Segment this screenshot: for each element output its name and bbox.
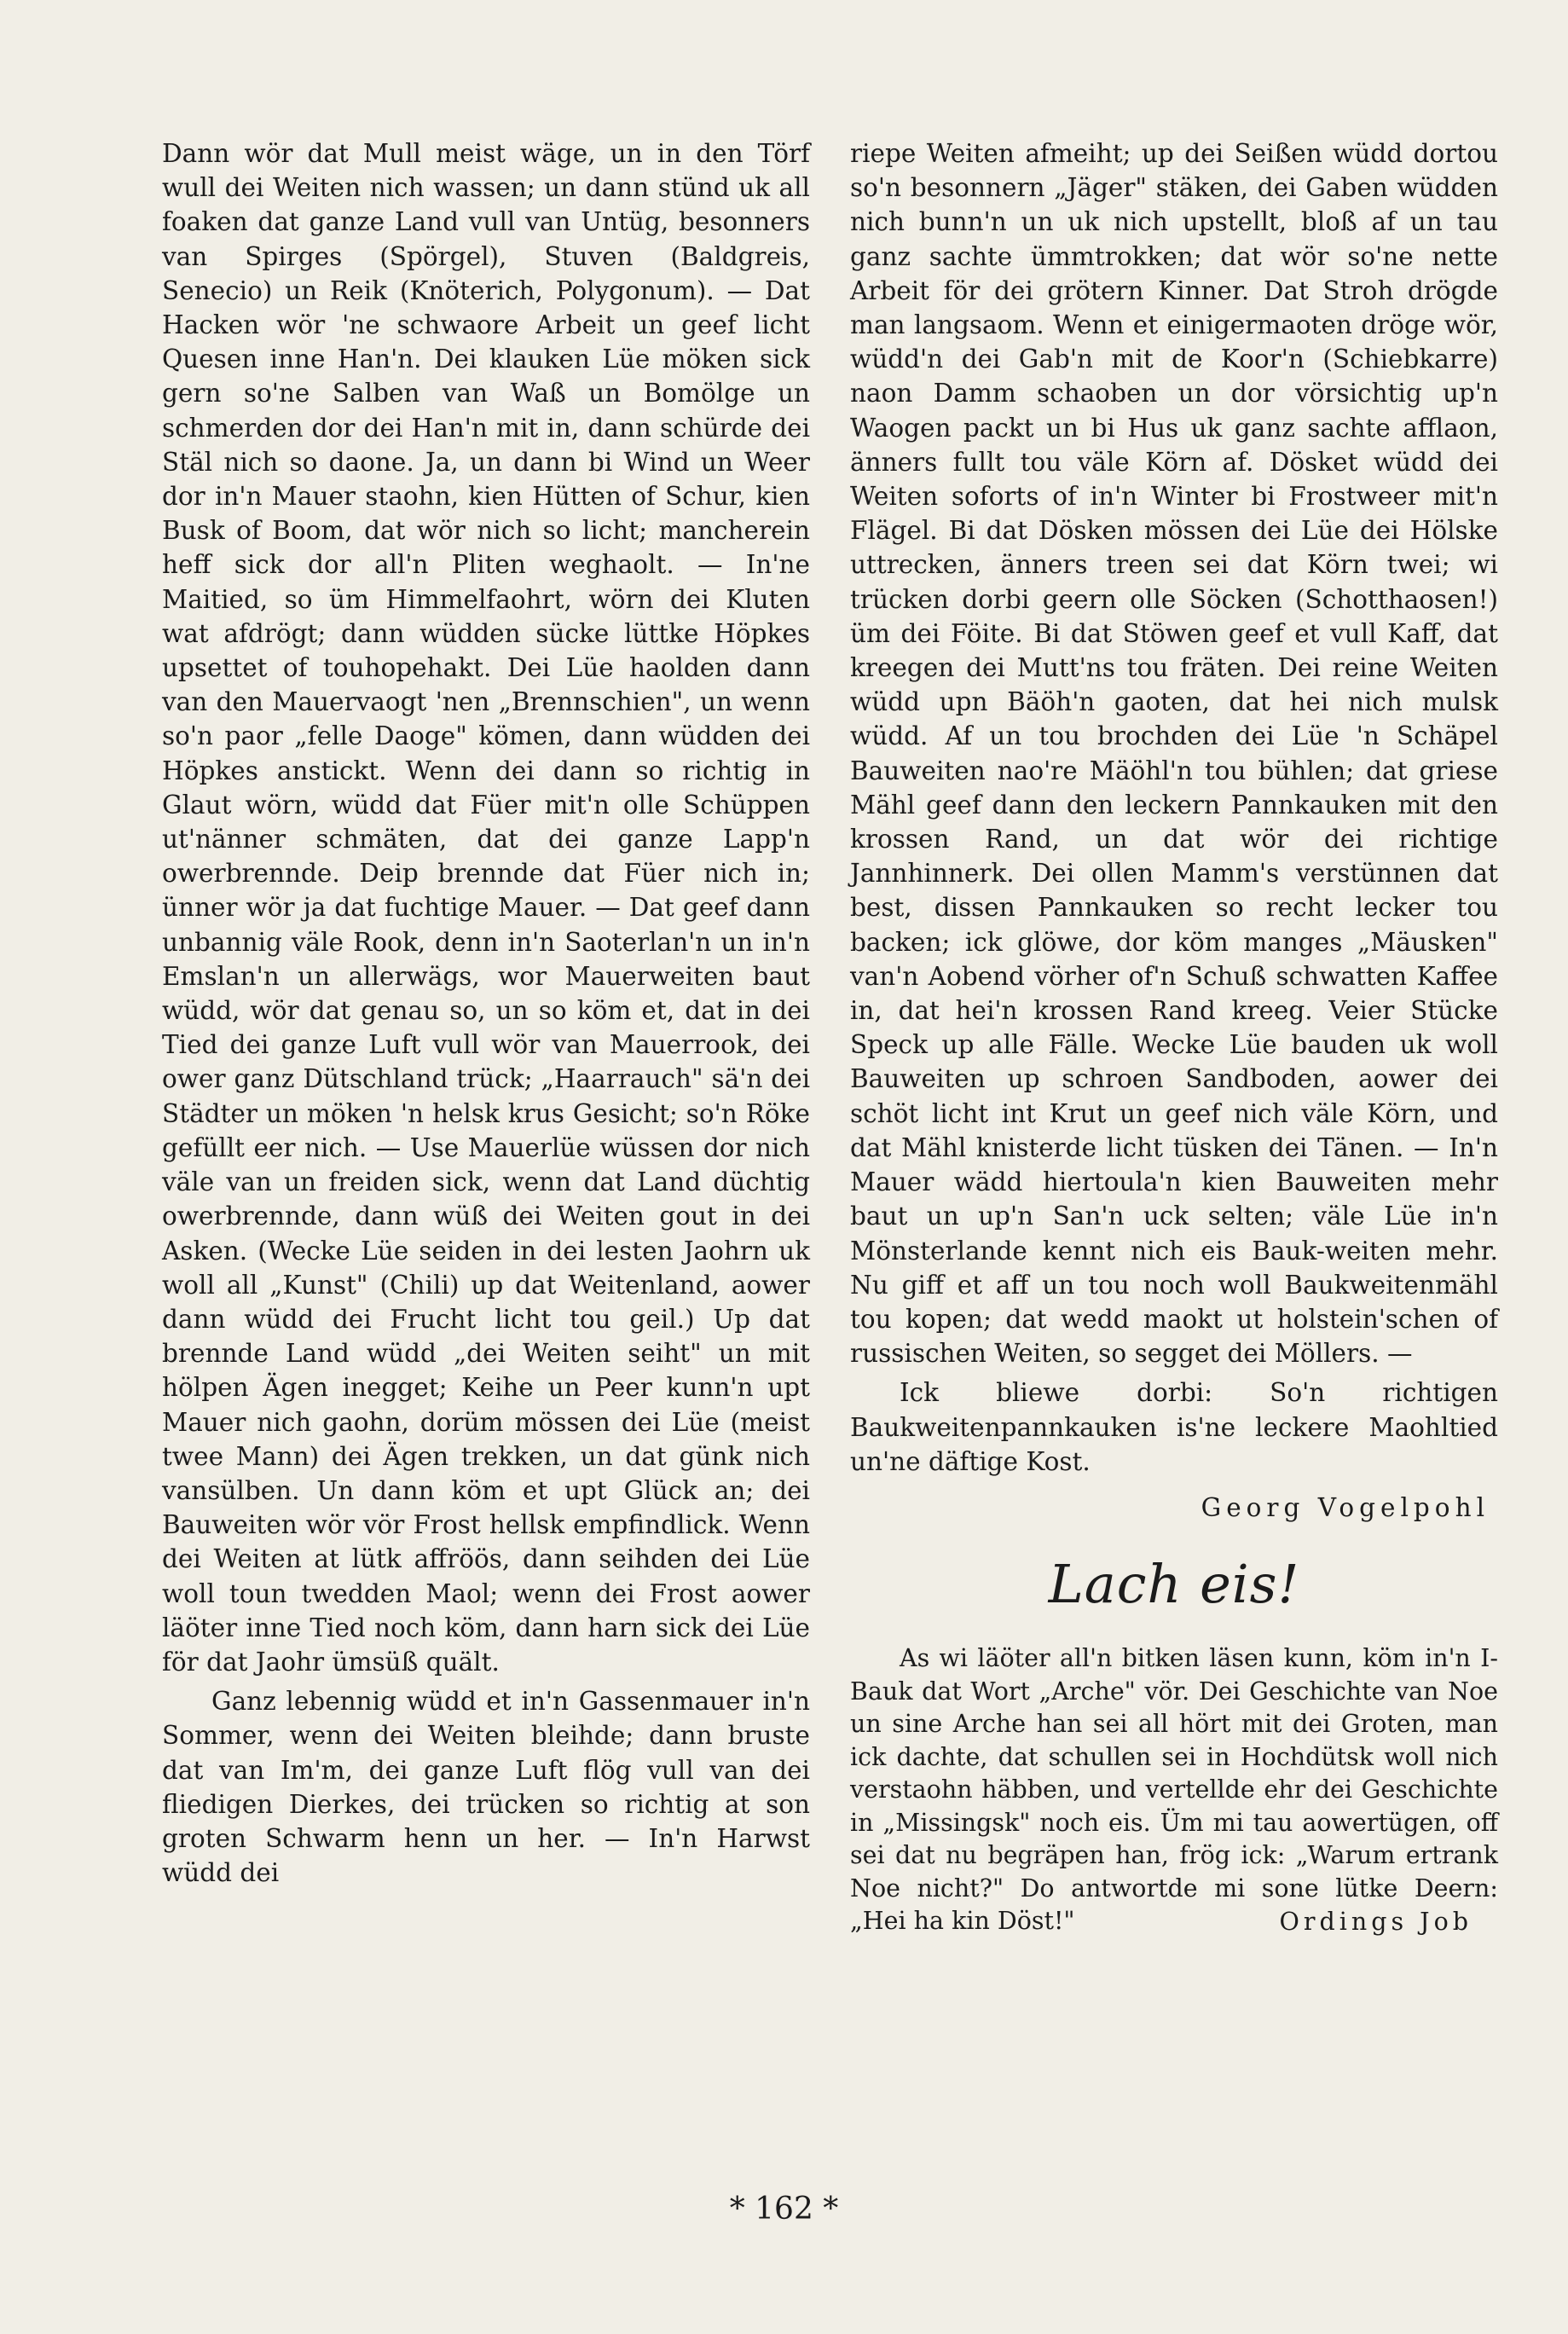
paragraph: Ganz lebennig wüdd et in'n Gassenmauer in'n Sommer, wenn dei Weiten bleihde; dann bruste dat van Im'm, dei ganze Luft flög vull van dei fliedigen Dierkes, dei trücken so richtig at son groten Schwarm henn un her. — In'n Harwst wüdd dei xyxy=(162,1687,810,1888)
left-column xyxy=(162,136,810,1890)
paragraph: Ick bliewe dorbi: So'n richtigen Baukweitenpannkauken is'ne leckere Maohltied un'ne däftige Kost. xyxy=(850,1378,1498,1476)
right-column xyxy=(850,136,1498,1938)
author-signature: Ordings Job xyxy=(1279,1907,1473,1936)
page-number: * 162 * xyxy=(729,2192,839,2227)
paragraph: riepe Weiten afmeiht; up dei Seißen wüdd dortou so'n besonnern „Jäger" stäken, dei Gaben wüdden nich bunn'n un uk nich upstellt, bloß af un tau ganz sachte ümmtrokken; dat wör so'ne nette Arbeit för dei grötern Kinner. Dat Stroh drögde man langsaom. Wenn et einigermaoten dröge wör, wüdd'n dei Gab'n mit de Koor'n (Schiebkarre) naon Damm schaoben un dor vörsichtig up'n Waogen packt un bi Hus uk ganz sachte afflaon, änners fullt tou väle Körn af. Dösket wüdd dei Weiten soforts of in'n Winter bi Frostweer mit'n Flägel. Bi dat Dösken mössen dei Lüe dei Hölske uttrecken, änners treen sei dat Körn twei; wi trücken dorbi geern olle Söcken (Schotthaosen!) üm dei Föite. Bi dat Stöwen geef et vull Kaff, dat kreegen dei Mutt'ns tou fräten. Dei reine Weiten wüdd upn Bäöh'n gaoten, dat hei nich mulsk wüdd. Af un tou brochden dei Lüe 'n Schäpel Bauweiten nao're Mäöhl'n tou bühlen; dat griese Mähl geef dann den leckern Pannkauken mit den krossen Rand, un dat wör dei richtige Jannhinnerk. Dei ollen Mamm's verstünnen dat best, dissen Pannkauken so recht lecker tou backen; ick glöwe, dor köm manges „Mäusken" van'n Aobend vörher of'n Schuß schwatten Kaffee in, dat hei'n krossen Rand kreeg. Veier Stücke Speck up alle Fälle. Wecke Lüe bauden uk woll Bauweiten up schroen Sandboden, aower dei schöt licht int Krut un geef nich väle Körn, und dat Mähl knisterde licht tüsken dei Tänen. — In'n Mauer wädd hiertoula'n kien Bauweiten mehr baut un up'n San'n uck selten; väle Lüe in'n Mönsterlande kennt nich eis Bauk-weiten mehr. Nu giff et aff un tou noch woll Baukweitenmähl tou kopen; dat wedd maokt ut holstein'schen of russischen Weiten, so segget dei Möllers. — xyxy=(850,139,1498,1369)
author-signature: Georg Vogelpohl xyxy=(1201,1492,1490,1522)
paragraph: As wi läöter all'n bitken läsen kunn, köm in'n I-Bauk dat Wort „Arche" vör. Dei Geschichte van Noe un sine Arche han sei all hört mit dei Groten, man ick dachte, dat schullen sei in Hochdütsk woll nich verstaohn häbben, und vertellde ehr dei Geschichte in „Missingsk" noch eis. Üm mi tau aowertügen, off sei dat nu begräpen han, frög ick: „Warum ertrank Noe nicht?" Do antwortde mi sone lütke Deern: „Hei ha kin Döst!" xyxy=(850,1644,1498,1936)
paragraph: Dann wör dat Mull meist wäge, un in den Törf wull dei Weiten nich wassen; un dann stünd uk all foaken dat ganze Land vull van Untüg, besonners van Spirges (Spörgel), Stuven (Baldgreis, Senecio) un Reik (Knöterich, Polygonum). — Dat Hacken wör 'ne schwaore Arbeit un geef licht Quesen inne Han'n. Dei klauken Lüe möken sick gern so'ne Salben van Waß un Bomölge un schmerden dor dei Han'n mit in, dann schürde dei Stäl nich so daone. Ja, un dann bi Wind un Weer dor in'n Mauer staohn, kien Hütten of Schur, kien Busk of Boom, dat wör nich so licht; mancherein heff sick dor all'n Pliten weghaolt. — In'ne Maitied, so üm Himmelfaohrt, wörn dei Kluten wat afdrögt; dann wüdden sücke lüttke Höpkes upsettet of touhopehakt. Dei Lüe haolden dann van den Mauervaogt 'nen „Brennschien", un wenn so'n paor „felle Daoge" kömen, dann wüdden dei Höpkes anstickt. Wenn dei dann so richtig in Glaut wörn, wüdd dat Füer mit'n olle Schüppen ut'nänner schmäten, dat dei ganze Lapp'n owerbrennde. Deip brennde dat Füer nich in; ünner wör ja dat fuchtige Mauer. — Dat geef dann unbannig väle Rook, denn in'n Saoterlan'n un in'n Emslan'n un allerwägs, wor Mauerweiten baut wüdd, wör dat genau so, un so köm et, dat in dei Tied dei ganze Luft vull wör van Mauerrook, dei ower ganz Dütschland trück; „Haarrauch" sä'n dei Städter un möken 'n helsk krus Gesicht; so'n Röke gefüllt eer nich. — Use Mauerlüe wüssen dor nich väle van un freiden sick, wenn dat Land düchtig owerbrennde, dann wüß dei Weiten gout in dei Asken. (Wecke Lüe seiden in dei lesten Jaohrn uk woll all „Kunst" (Chili) up dat Weitenland, aower dann wüdd dei Frucht licht tou geil.) Up dat brennde Land wüdd „dei Weiten seiht" un mit hölpen Ägen inegget; Keihe un Peer kunn'n upt Mauer nich gaohn, dorüm mössen dei Lüe (meist twee Mann) dei Ägen trekken, un dat günk nich vansülben. Un dann köm et upt Glück an; dei Bauweiten wör vör Frost hellsk empfindlick. Wenn dei Weiten at lütk affröös, dann seihden dei Lüe woll toun twedden Maol; wenn dei Frost aower läöter inne Tied noch köm, dann harn sick dei Lüe för dat Jaohr ümsüß quält. xyxy=(162,139,810,1677)
section-heading: Lach eis! xyxy=(1048,1553,1300,1616)
